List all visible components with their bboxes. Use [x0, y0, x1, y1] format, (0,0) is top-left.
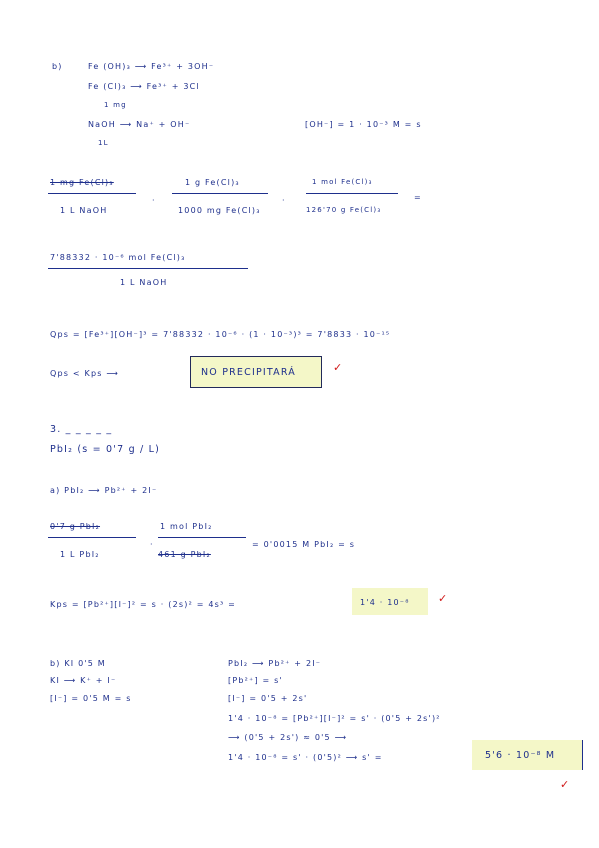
- check-mark-icon: ✓: [438, 592, 448, 605]
- solve-equation: 1'4 · 10⁻⁸ = s' · (0'5)² ⟶ s' =: [228, 753, 383, 762]
- pbi2-fraction-1-bar: [48, 537, 136, 538]
- check-mark-icon: ✓: [560, 778, 570, 791]
- moles-result-bar: [48, 268, 248, 269]
- fraction-1-numerator: 1 mg Fe(Cl)₃: [50, 178, 114, 187]
- pbi2-fraction-1-numerator: 0'7 g PbI₂: [50, 522, 101, 531]
- pbi2-fraction-1-denominator: 1 L PbI₂: [60, 550, 100, 559]
- pbi2-fraction-2-bar: [158, 537, 246, 538]
- reaction-fe-cl: Fe (Cl)₃ ⟶ Fe³⁺ + 3Cl: [88, 82, 200, 91]
- fraction-2-numerator: 1 g Fe(Cl)₃: [185, 178, 240, 187]
- solubility-result: = 0'0015 M PbI₂ = s: [252, 540, 356, 549]
- iodide-total: [I⁻] = 0'5 + 2s': [228, 694, 308, 703]
- pbi2-data: PbI₂ (s = 0'7 g / L): [50, 444, 161, 455]
- fraction-3-bar: [306, 193, 398, 194]
- volume-annotation: 1L: [98, 139, 109, 147]
- kps-expression: Kps = [Pb²⁺][I⁻]² = s · (2s)² = 4s³ =: [50, 600, 237, 609]
- part-b-label: b): [52, 62, 63, 71]
- fraction-1-denominator: 1 L NaOH: [60, 206, 108, 215]
- mass-annotation: 1 mg: [104, 101, 127, 109]
- moles-result-numerator: 7'88332 · 10⁻⁶ mol Fe(Cl)₃: [50, 253, 186, 262]
- lead-concentration: [Pb²⁺] = s': [228, 676, 283, 685]
- equals-sign: =: [414, 193, 422, 202]
- multiply-dot: ·: [152, 196, 156, 205]
- pbi2-fraction-2-numerator: 1 mol PbI₂: [160, 522, 213, 531]
- ki-dissociation: KI ⟶ K⁺ + I⁻: [50, 676, 117, 685]
- section-3-title: 3. _ _ _ _ _: [50, 424, 113, 435]
- check-mark-icon: ✓: [333, 361, 343, 374]
- fraction-1-bar: [48, 193, 136, 194]
- qps-calculation: Qps = [Fe³⁺][OH⁻]³ = 7'88332 · 10⁻⁶ · (1 · 10⁻³)³ = 7'8833 · 10⁻¹⁵: [50, 330, 391, 339]
- conclusion-text: NO PRECIPITARÁ: [201, 367, 296, 378]
- reaction-naoh: NaOH ⟶ Na⁺ + OH⁻: [88, 120, 191, 129]
- kps-result: 1'4 · 10⁻⁸: [360, 598, 410, 607]
- moles-result-denominator: 1 L NaOH: [120, 278, 168, 287]
- fraction-2-bar: [172, 193, 268, 194]
- fraction-3-numerator: 1 mol Fe(Cl)₃: [312, 178, 373, 186]
- reaction-fe-oh: Fe (OH)₃ ⟶ Fe³⁺ + 3OH⁻: [88, 62, 215, 71]
- approximation: ⟶ (0'5 + 2s') ≈ 0'5 ⟶: [228, 733, 348, 742]
- pbi2-dissociation: a) PbI₂ ⟶ Pb²⁺ + 2I⁻: [50, 486, 158, 495]
- pbi2-fraction-2-denominator: 461 g PbI₂: [158, 550, 211, 559]
- iodide-concentration: [I⁻] = 0'5 M = s: [50, 694, 132, 703]
- oh-concentration: [OH⁻] = 1 · 10⁻³ M = s: [305, 120, 422, 129]
- final-result: 5'6 · 10⁻⁸ M: [485, 750, 556, 761]
- multiply-dot: ·: [150, 540, 154, 549]
- fraction-2-denominator: 1000 mg Fe(Cl)₃: [178, 206, 261, 215]
- ki-concentration: b) KI 0'5 M: [50, 659, 106, 668]
- pbi2-dissociation-b: PbI₂ ⟶ Pb²⁺ + 2I⁻: [228, 659, 322, 668]
- fraction-3-denominator: 126'70 g Fe(Cl)₃: [306, 206, 382, 214]
- qps-comparison: Qps < Kps ⟶: [50, 369, 120, 378]
- final-result-box-edge: [582, 740, 583, 770]
- kps-equation-b: 1'4 · 10⁻⁸ = [Pb²⁺][I⁻]² = s' · (0'5 + 2s')²: [228, 714, 441, 723]
- multiply-dot: ·: [282, 196, 286, 205]
